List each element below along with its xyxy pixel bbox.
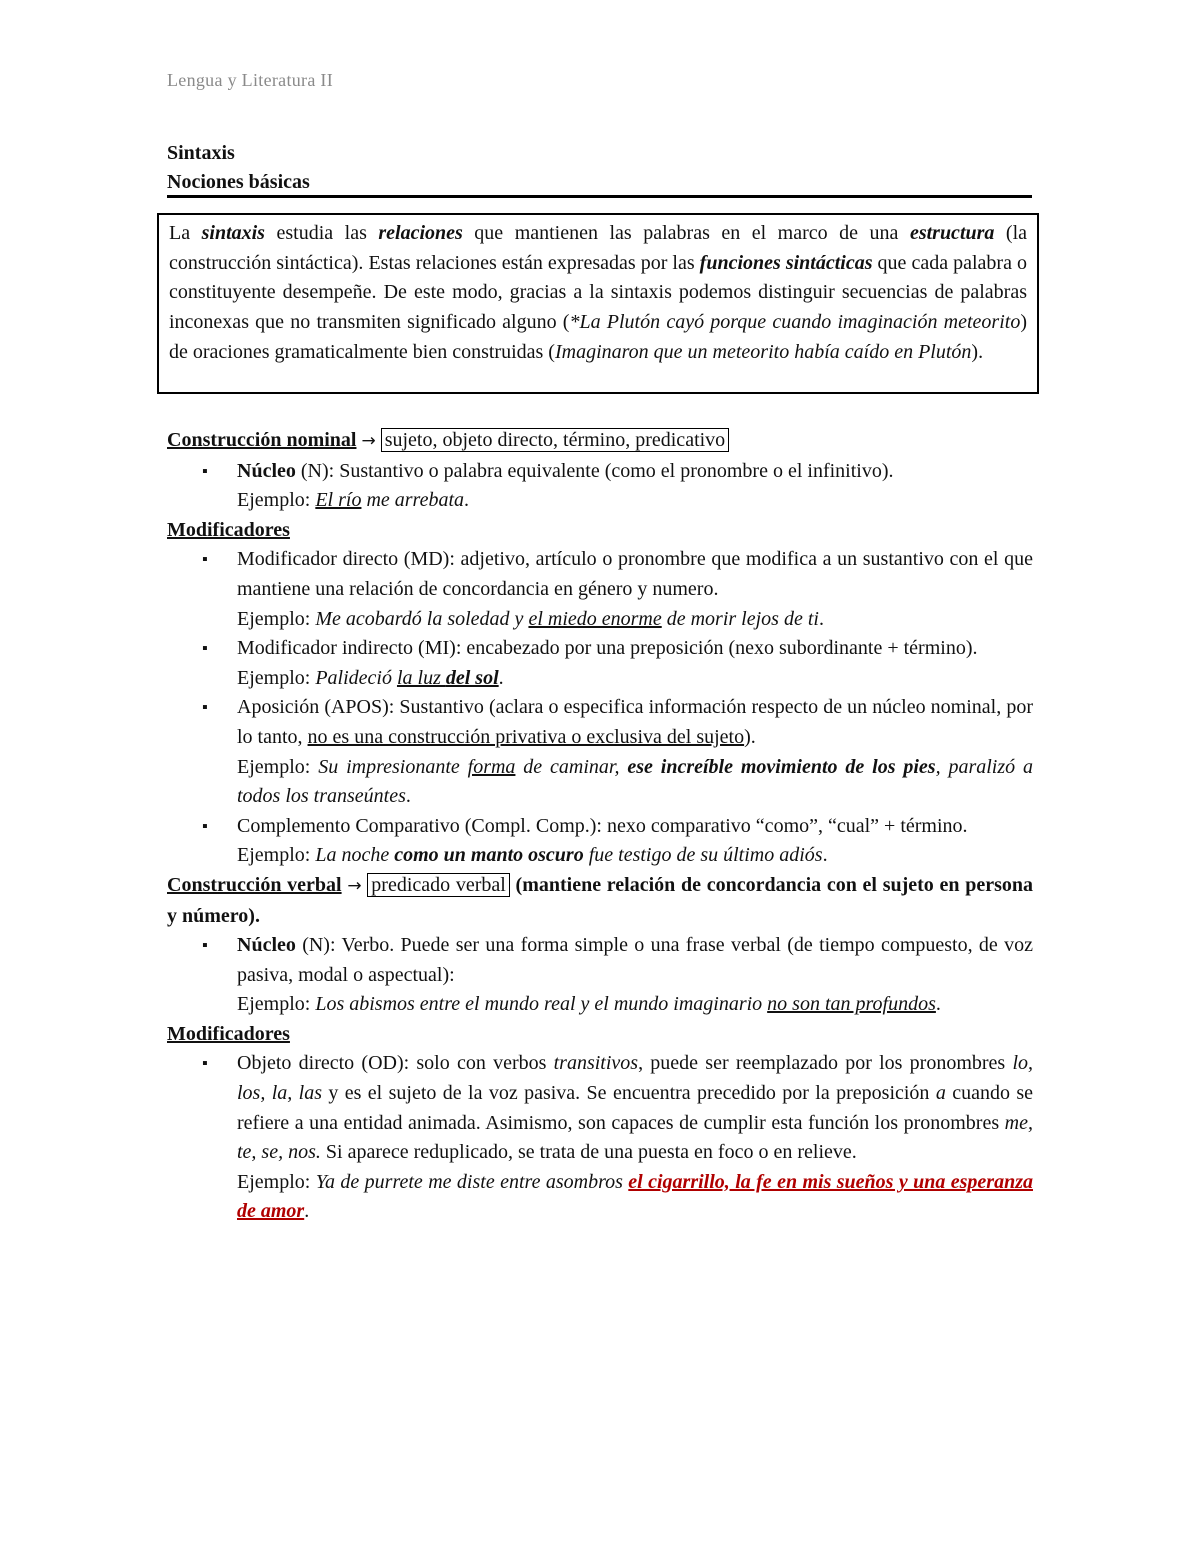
example-text: de morir lejos de ti (661, 607, 819, 630)
example-text: Ya de purrete me diste entre asombros (315, 1170, 629, 1193)
item-text: Objeto directo (OD): solo con verbos (237, 1052, 554, 1075)
arrow-icon: → (347, 875, 362, 896)
intro-text: que mantienen las palabras en el marco de una (462, 222, 910, 244)
verbal-heading: Construcción verbal (167, 873, 342, 896)
example-label: Ejemplo: (237, 993, 316, 1016)
arrow-icon: → (361, 431, 376, 451)
term-funciones: funciones sintácticas (699, 251, 873, 274)
list-item (167, 812, 1033, 871)
example-line (237, 486, 1033, 516)
list-item (167, 1049, 1033, 1227)
item-text: Complemento Comparativo (Compl. Comp.): nexo comparativo “como”, “cual” + término. (237, 814, 968, 837)
example-end: . (818, 607, 824, 630)
intro-text: ). (971, 340, 984, 363)
example-underlined: forma (467, 755, 516, 778)
example-bold: como un manto oscuro (394, 844, 584, 867)
verbal-nucleo-list (167, 931, 1033, 1020)
item-text: Modificador directo (MD): adjetivo, artículo o pronombre que modifica a un sustantivo con el que mantiene una relación de concordancia en género y numero. (237, 548, 1033, 600)
intro-text: La (169, 222, 202, 244)
example-text: me arrebata (361, 489, 465, 512)
item-text: cuando se refiere a una entidad animada. Asimismo, son capaces de cumplir esta función los pronombres (237, 1082, 1033, 1134)
intro-text: que cada palabra o constituyente desempeñe. De este modo, gracias a la sintaxis podemos distinguir secuencias de palabras inconexas que no transmiten significado alguno ( (169, 251, 1028, 334)
item-text: Si aparece reduplicado, se trata de una puesta en foco o en relieve. (320, 1141, 857, 1164)
list-item (167, 931, 1033, 1020)
intro-text: estudia las (264, 222, 379, 244)
list-item (167, 634, 1033, 693)
example-line (237, 841, 1033, 871)
list-item (167, 457, 1033, 516)
example-end: . (405, 785, 411, 808)
page-title: Sintaxis (167, 142, 235, 164)
nucleo-label: Núcleo (237, 459, 296, 482)
intro-example: *La Plutón cayó porque cuando imaginación meteorito (569, 311, 1021, 334)
example-text: Los abismos entre el mundo real y el mundo imaginario (315, 993, 768, 1016)
verbal-functions-box: predicado verbal (367, 873, 510, 897)
example-bold-underlined: del sol (445, 666, 499, 689)
item-text: ). (744, 725, 756, 748)
term-sintaxis: sintaxis (201, 222, 265, 244)
nominal-nucleo-list (167, 457, 1033, 516)
item-italic: transitivos (553, 1052, 639, 1075)
example-underlined: la luz (396, 666, 446, 689)
item-underlined: no es una construcción privativa o exclusiva del sujeto (307, 725, 745, 748)
item-text: (N): Verbo. Puede ser una forma simple o una frase verbal (de tiempo compuesto, de voz pasiva, modal o aspectual): (237, 934, 1033, 986)
example-text: fue testigo de su último adiós (583, 844, 823, 867)
title-block (167, 139, 310, 197)
example-bold-underlined: el cigarrillo, la fe en mis sueños y una esperanza de amor (237, 1170, 1033, 1223)
term-relaciones: relaciones (378, 222, 463, 244)
page-header: Lengua y Literatura II (167, 70, 334, 90)
list-item (167, 545, 1033, 634)
list-item (167, 693, 1033, 811)
example-underlined: no son tan profundos (767, 993, 936, 1016)
example-label: Ejemplo: (237, 607, 316, 630)
example-underlined: el miedo enorme (528, 607, 662, 630)
nucleo-label: Núcleo (237, 934, 296, 957)
page-subtitle: Nociones básicas (167, 171, 310, 193)
example-line (237, 753, 1033, 812)
definition-box (157, 213, 1039, 394)
item-italic: lo, los, la, las (237, 1052, 1033, 1105)
item-italic: me, te, se, nos. (237, 1111, 1033, 1164)
item-text: (N): Sustantivo o palabra equivalente (como el pronombre o el infinitivo). (295, 459, 894, 482)
example-underlined: El río (315, 489, 362, 512)
nominal-modifiers-list (167, 545, 1033, 871)
verbal-modifiers-list (167, 1049, 1033, 1227)
intro-example: Imaginaron que un meteorito había caído en Plutón (554, 340, 972, 363)
example-line (237, 664, 1033, 694)
item-text: y es el sujeto de la voz pasiva. Se encuentra precedido por la preposición (322, 1082, 936, 1105)
example-line (237, 605, 1033, 635)
example-text: Me acobardó la soledad y (315, 607, 529, 630)
item-text: Modificador indirecto (MI): encabezado por una preposición (nexo subordinante + término). (237, 637, 978, 660)
intro-text: ) de oraciones gramaticalmente bien construidas ( (169, 311, 1027, 363)
example-end: . (935, 993, 941, 1016)
verbal-description: (mantiene relación de concordancia con el sujeto en persona y número). (167, 873, 1034, 927)
item-italic: a (935, 1082, 946, 1105)
example-text: de caminar, (515, 755, 628, 778)
example-bold: ese increíble movimiento de los pies (627, 755, 936, 778)
example-text: Su impresionante (318, 755, 468, 778)
example-end: . (822, 844, 828, 867)
item-text: Aposición (APOS): Sustantivo (aclara o especifica información respecto de un núcleo nominal, por lo tanto, (237, 696, 1033, 748)
nominal-functions-box: sujeto, objeto directo, término, predicativo (381, 428, 729, 452)
example-label: Ejemplo: (237, 1170, 316, 1193)
example-label: Ejemplo: (237, 844, 316, 867)
title-rule (167, 195, 1032, 198)
example-label: Ejemplo: (237, 489, 316, 512)
intro-text: (la construcción sintáctica). Estas relaciones están expresadas por las (169, 222, 1028, 274)
example-line (237, 1168, 1033, 1227)
example-end: . (304, 1200, 310, 1223)
item-text: , puede ser reemplazado por los pronombres (638, 1052, 1013, 1075)
example-end: . (464, 489, 470, 512)
term-estructura: estructura (909, 222, 995, 244)
main-content (167, 426, 1033, 1227)
example-label: Ejemplo: (237, 755, 319, 778)
nominal-heading: Construcción nominal (167, 429, 357, 451)
verbal-modificadores-heading: Modificadores (167, 1022, 290, 1045)
verbal-heading-line (167, 871, 1033, 931)
example-end: . (498, 666, 504, 689)
example-text: La noche (315, 844, 395, 867)
example-line (237, 990, 1033, 1020)
nominal-modificadores-heading: Modificadores (167, 518, 290, 541)
example-label: Ejemplo: (237, 666, 316, 689)
example-text: Palideció (315, 666, 397, 689)
example-text: , paralizó a todos los transeúntes (237, 755, 1033, 808)
nominal-heading-line (167, 426, 1033, 457)
